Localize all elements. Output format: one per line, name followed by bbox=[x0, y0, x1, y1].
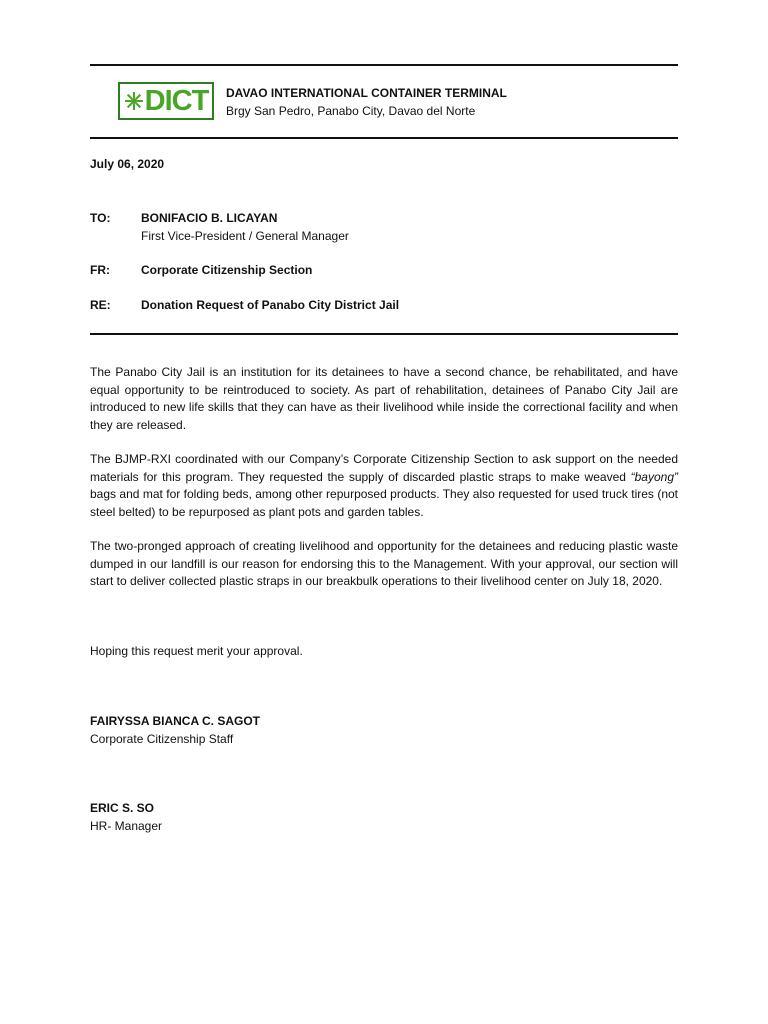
signatory-1-name: FAIRYSSA BIANCA C. SAGOT bbox=[90, 714, 261, 728]
fr-value bbox=[141, 261, 312, 279]
p2-text-end: bags and mat for folding beds, among other repurposed products. They also requested for used truck tires (not steel belted) to be repurposed as plant pots and garden tables. bbox=[90, 487, 678, 519]
to-name: BONIFACIO B. LICAYAN bbox=[141, 211, 278, 225]
p2-italic-term: “bayong” bbox=[630, 469, 678, 484]
fr-label: FR: bbox=[90, 263, 110, 277]
to-label: TO: bbox=[90, 211, 111, 225]
signatory-2-name: ERIC S. SO bbox=[90, 801, 155, 815]
flower-logo-icon bbox=[124, 91, 144, 111]
company-block bbox=[226, 84, 507, 120]
signatory-1-title: Corporate Citizenship Staff bbox=[90, 732, 234, 746]
fr-value-text: Corporate Citizenship Section bbox=[141, 263, 313, 277]
header-bottom-rule bbox=[90, 137, 678, 139]
body-paragraph-2 bbox=[90, 451, 678, 521]
body-paragraph-1: The Panabo City Jail is an institution for its detainees to have a second chance, be rehabilitated, and have equal opportunity to be reintroduced to society. As part of rehabilitation, detainees of Panabo City Jail are introduced to new life skills that they can have as their livelihood while inside the correctional facility and when they are released. bbox=[90, 365, 678, 432]
logo-wordmark: DICT bbox=[144, 84, 209, 117]
company-name: DAVAO INTERNATIONAL CONTAINER TERMINAL bbox=[226, 86, 507, 100]
signatory-2 bbox=[90, 799, 162, 835]
re-value bbox=[141, 296, 399, 314]
memo-header-rule bbox=[90, 333, 678, 335]
to-title: First Vice-President / General Manager bbox=[141, 229, 349, 243]
body-paragraph-4: Hoping this request merit your approval. bbox=[90, 644, 303, 658]
header-top-rule bbox=[90, 64, 678, 66]
signatory-2-title: HR- Manager bbox=[90, 819, 163, 833]
company-address: Brgy San Pedro, Panabo City, Davao del Norte bbox=[226, 104, 476, 118]
p2-text-start: The BJMP-RXI coordinated with our Company’s Corporate Citizenship Section to ask support on the needed materials for this program. They requested the supply of discarded plastic straps to make weaved bbox=[90, 452, 678, 484]
signatory-1 bbox=[90, 712, 260, 748]
memo-date: July 06, 2020 bbox=[90, 157, 165, 171]
body-paragraph-3: The two-pronged approach of creating livelihood and opportunity for the detainees and reducing plastic waste dumped in our landfill is our reason for endorsing this to the Management. With your approval, our section will start to deliver collected plastic straps in our breakbulk operations to their livelihood center on July 18, 2020. bbox=[90, 539, 678, 588]
company-logo bbox=[118, 82, 214, 120]
re-label: RE: bbox=[90, 298, 111, 312]
to-value bbox=[141, 209, 349, 245]
re-value-text: Donation Request of Panabo City District Jail bbox=[141, 298, 400, 312]
